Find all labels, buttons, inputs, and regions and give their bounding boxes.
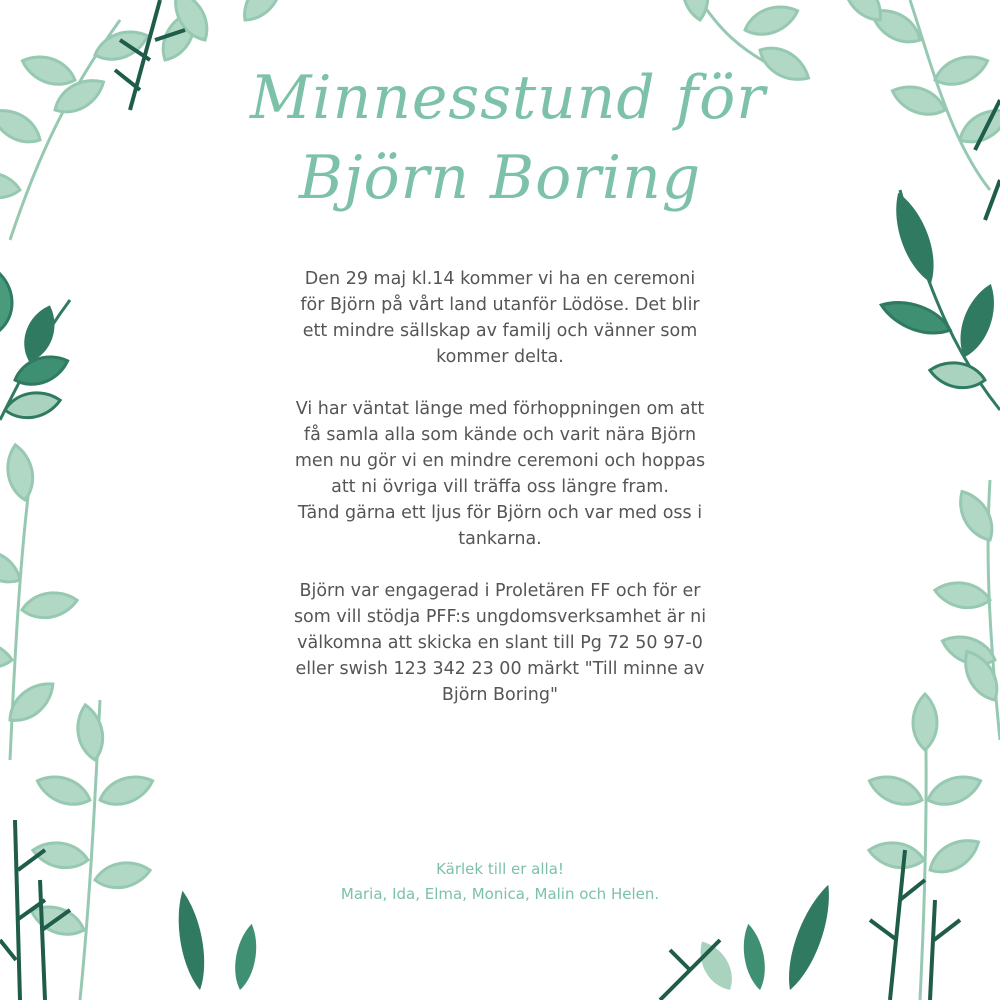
invitation-body bbox=[290, 266, 710, 734]
leaf-sprig-top-left bbox=[0, 0, 290, 240]
leaf-sprig-bottom-right bbox=[865, 694, 984, 1000]
paragraph-ceremony: Den 29 maj kl.14 kommer vi ha en ceremoni för Björn på vårt land utanför Lödöse. Det blir ett mindre sällskap av familj och vänner som kommer delta. bbox=[300, 269, 700, 367]
leaf-sprig-left-dark bbox=[0, 274, 72, 422]
paragraph-donation: Björn var engagerad i Proletären FF och för er som vill stödja PFF:s ungdomsverksamhet är ni välkomna att skicka en slant till Pg 72 50 97-0 eller swish 123 342 23 00 märkt "Till minne av Björn Boring" bbox=[293, 581, 707, 705]
memorial-title-line1: Minnesstund för bbox=[250, 63, 766, 133]
paragraph-waiting bbox=[290, 396, 710, 552]
closing-signature bbox=[300, 857, 700, 907]
leaf-sprig-right-dark bbox=[877, 190, 1000, 410]
dark-leaves-bottom-right bbox=[692, 881, 840, 996]
leaf-sprig-bottom-left bbox=[27, 700, 156, 1000]
leaf-sprig-right-middle bbox=[933, 480, 1000, 740]
paragraph-candle-text: Tänd gärna ett ljus för Björn och var med oss i tankarna. bbox=[297, 503, 703, 549]
leaf-sprig-left-middle bbox=[0, 443, 79, 760]
memorial-title-line2: Björn Boring bbox=[298, 143, 702, 213]
paragraph-waiting-text: Vi har väntat länge med förhoppningen om att få samla alla som kände och varit nära Björn men nu gör vi en mindre ceremoni och hoppas att ni övriga vill träffa oss längre fram. bbox=[294, 399, 706, 497]
closing-greeting: Kärlek till er alla! bbox=[436, 860, 564, 878]
dark-leaves-bottom-left bbox=[172, 889, 261, 992]
closing-names: Maria, Ida, Elma, Monica, Malin och Helen. bbox=[340, 885, 660, 903]
